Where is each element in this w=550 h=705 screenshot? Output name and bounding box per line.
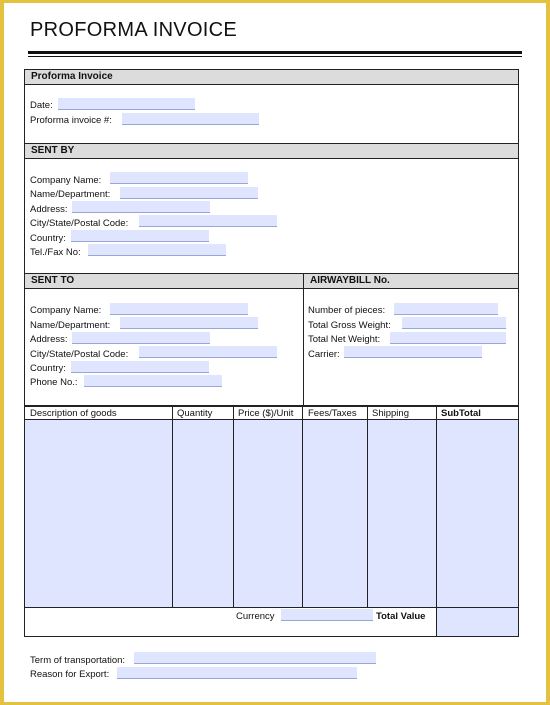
sent-by-address-label: Address: [30,204,68,215]
sent-by-tel-label: Tel./Fax No: [30,247,81,258]
gross-weight-field[interactable] [402,317,506,329]
sent-to-address-field[interactable] [72,332,210,344]
sent-by-name-field[interactable] [120,187,258,199]
sent-to-divider [303,274,304,406]
title-rule-thick [28,51,522,54]
carrier-label: Carrier: [308,349,340,360]
col-header-quantity: Quantity [177,408,213,419]
shipping-cells[interactable] [368,420,436,607]
price-cells[interactable] [234,420,302,607]
sent-by-country-field[interactable] [71,230,209,242]
transport-label: Term of transportation: [30,655,126,666]
sent-to-country-label: Country: [30,363,66,374]
title-rule-thin [28,56,522,57]
page-title: PROFORMA INVOICE [30,19,238,41]
invoice-number-field[interactable] [122,113,259,125]
date-label: Date: [30,100,53,111]
sent-by-city-field[interactable] [139,215,277,227]
currency-label: Currency [236,611,275,622]
sent-by-city-label: City/State/Postal Code: [30,218,129,229]
sent-by-country-label: Country: [30,233,66,244]
sent-to-address-label: Address: [30,334,68,345]
sent-to-company-field[interactable] [110,303,248,315]
invoice-page [4,3,546,702]
gross-weight-label: Total Gross Weight: [308,320,391,331]
fees-cells[interactable] [303,420,367,607]
sent-by-tel-field[interactable] [88,244,226,256]
col-divider-4 [367,406,368,607]
invoice-info-header: Proforma Invoice [25,70,518,85]
sent-to-city-field[interactable] [139,346,277,358]
total-value-label: Total Value [376,611,426,622]
sent-by-header: SENT BY [25,144,518,159]
col-divider-3 [302,406,303,607]
pieces-label: Number of pieces: [308,305,386,316]
sent-to-header: SENT TO [25,274,303,289]
sent-to-country-field[interactable] [71,361,209,373]
sent-by-name-label: Name/Department: [30,189,111,200]
description-cells[interactable] [25,420,172,607]
quantity-cells[interactable] [173,420,233,607]
sent-to-company-label: Company Name: [30,305,102,316]
col-header-description: Description of goods [30,408,117,419]
col-header-fees: Fees/Taxes [308,408,357,419]
sent-by-company-label: Company Name: [30,175,102,186]
net-weight-label: Total Net Weight: [308,334,381,345]
sent-to-name-label: Name/Department: [30,320,111,331]
col-header-subtotal: SubTotal [441,408,481,419]
invoice-number-label: Proforma invoice #: [30,115,112,126]
reason-label: Reason for Export: [30,669,110,680]
subtotal-cells[interactable] [437,420,518,607]
carrier-field[interactable] [344,346,482,358]
currency-field[interactable] [281,609,373,621]
sent-to-city-label: City/State/Postal Code: [30,349,129,360]
col-divider-1 [172,406,173,607]
sent-by-company-field[interactable] [110,172,248,184]
total-value-field[interactable] [437,608,518,636]
reason-field[interactable] [117,667,357,679]
sent-to-phone-field[interactable] [84,375,222,387]
sent-by-address-field[interactable] [72,201,210,213]
col-divider-2 [233,406,234,607]
airwaybill-header: AIRWAYBILL No. [304,274,518,289]
date-field[interactable] [58,98,195,110]
pieces-field[interactable] [394,303,498,315]
net-weight-field[interactable] [390,332,506,344]
sent-to-phone-label: Phone No.: [30,377,78,388]
col-header-price: Price ($)/Unit [238,408,294,419]
col-header-shipping: Shipping [372,408,409,419]
col-divider-5 [436,406,437,637]
sent-to-name-field[interactable] [120,317,258,329]
transport-field[interactable] [134,652,376,664]
